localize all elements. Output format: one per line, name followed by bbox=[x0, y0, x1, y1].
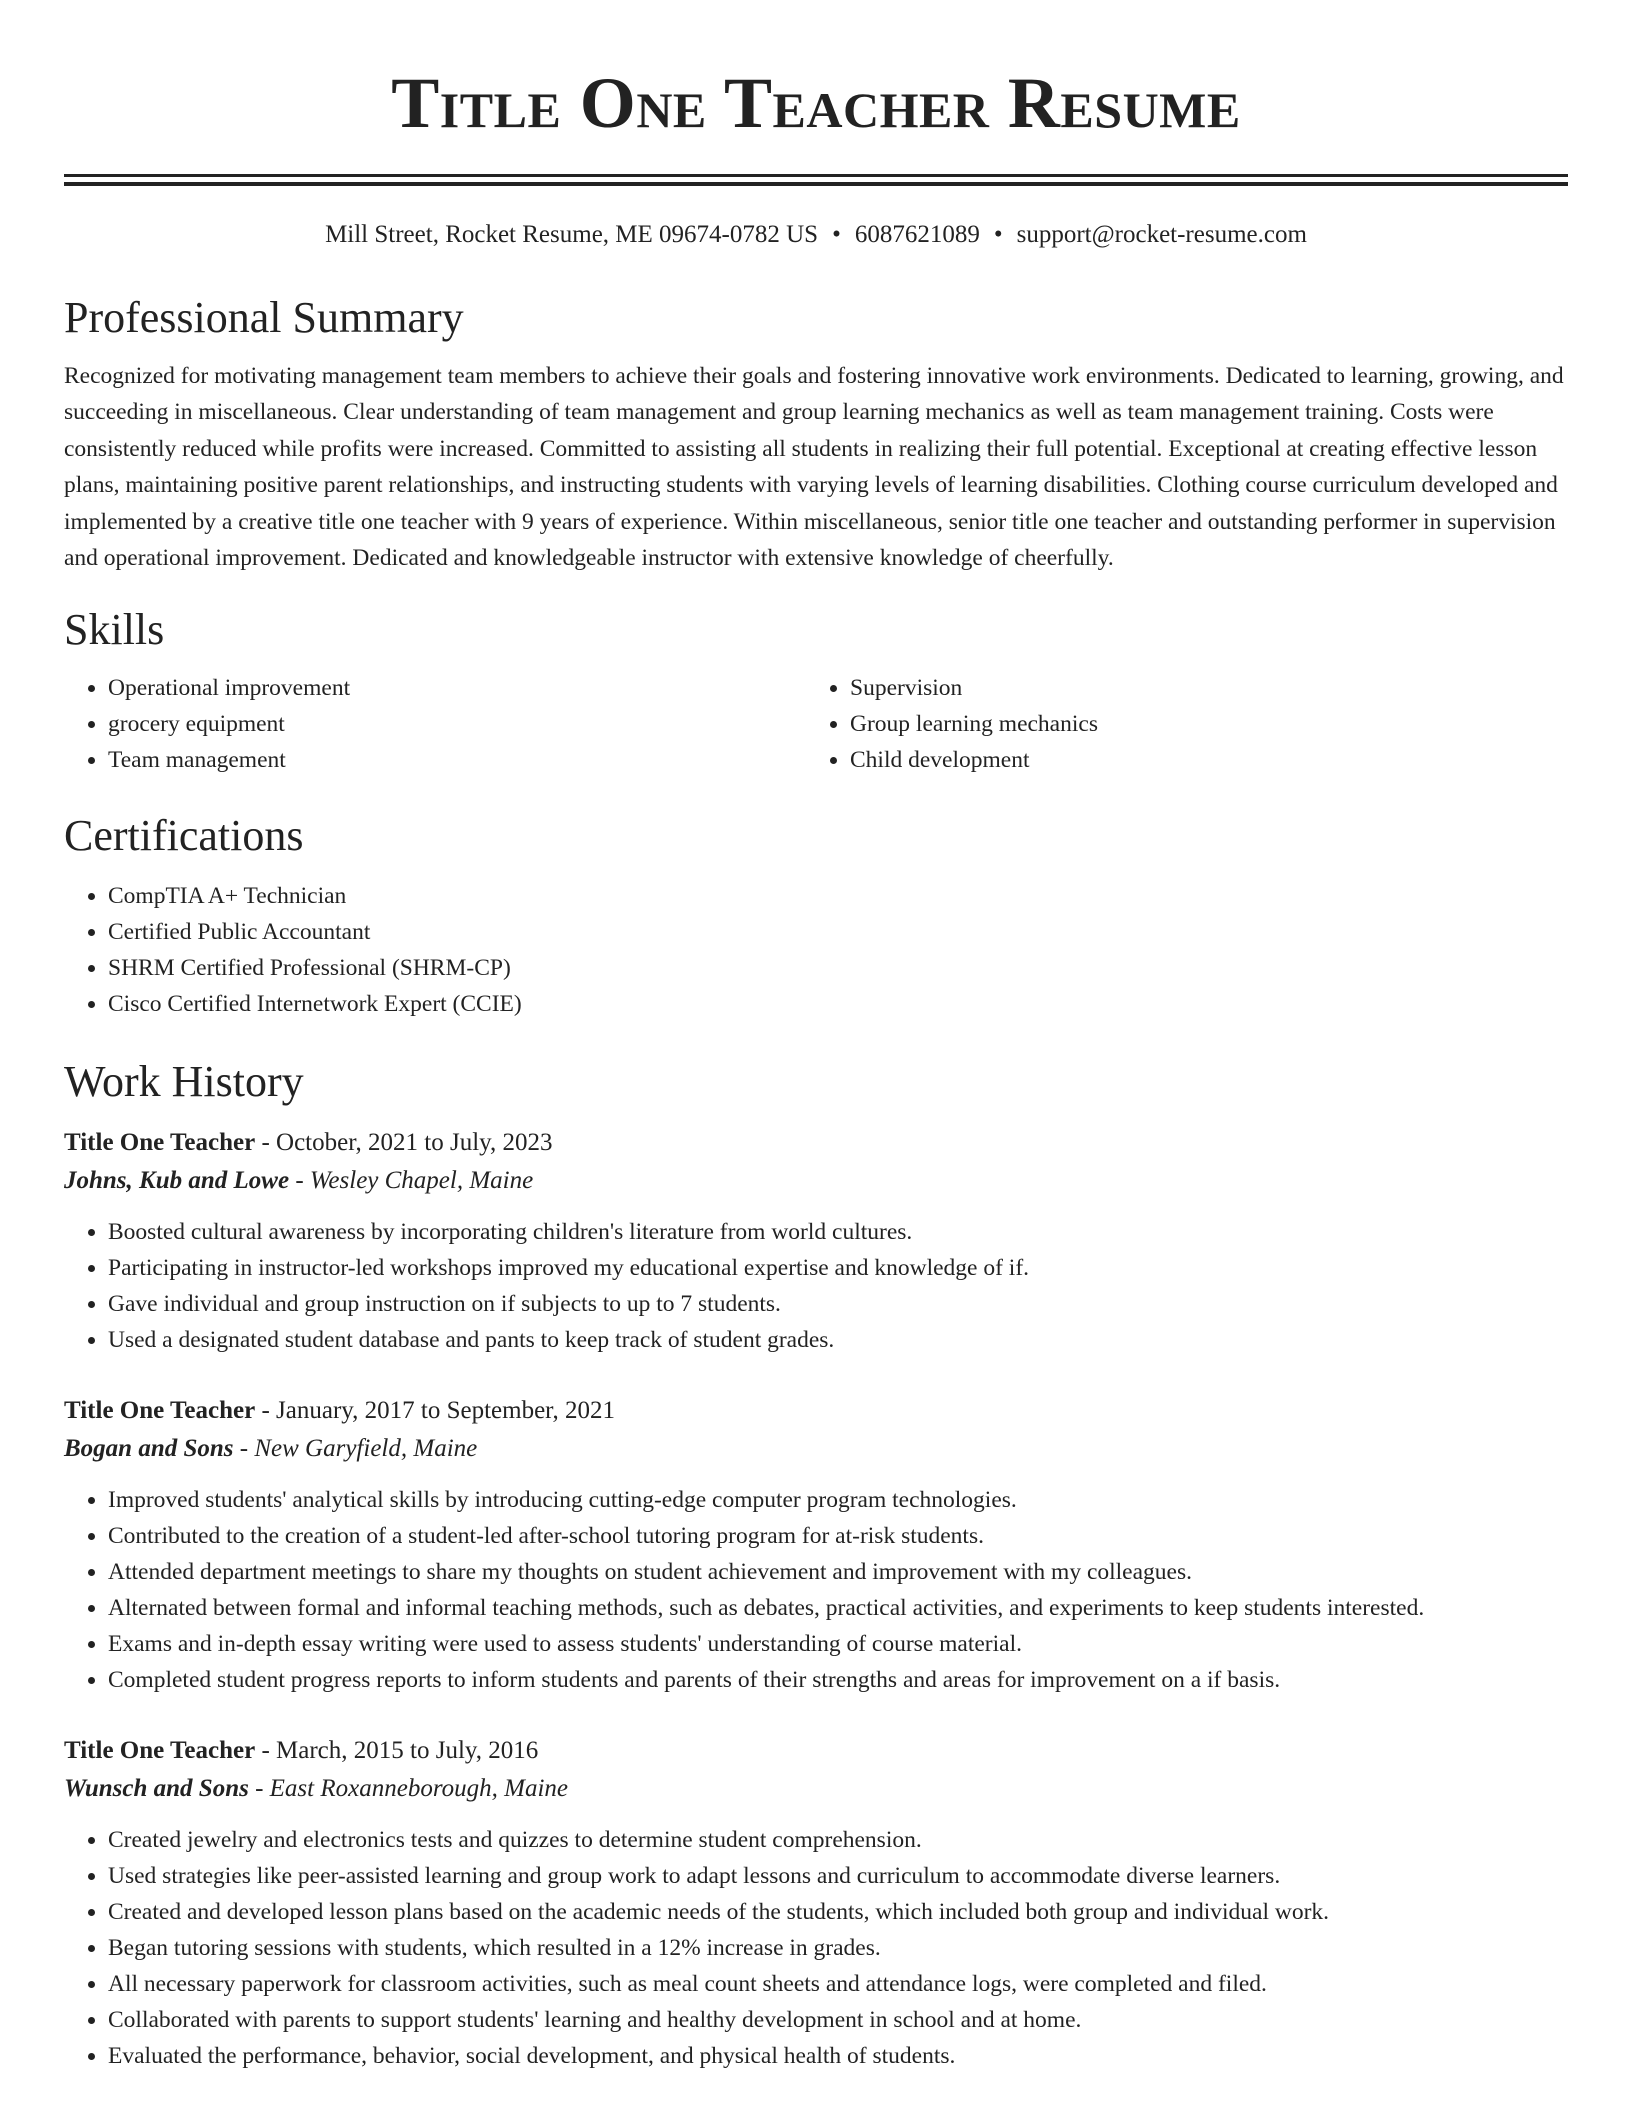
job-bullets bbox=[64, 1482, 1568, 1698]
job-bullet: • Collaborated with parents to support students' learning and healthy development in school and at home. bbox=[108, 2002, 1568, 2038]
job-bullet: • Exams and in-depth essay writing were used to assess students' understanding of course material. bbox=[108, 1626, 1568, 1662]
job-bullet: • Improved students' analytical skills by introducing cutting-edge computer program technologies. bbox=[108, 1482, 1568, 1518]
job-company: Bogan and Sons bbox=[64, 1435, 234, 1463]
skills-section bbox=[64, 602, 1568, 778]
job-bullet: • Completed student progress reports to inform students and parents of their strengths and areas for improvement on a if basis. bbox=[108, 1662, 1568, 1698]
skills-column-right bbox=[806, 670, 1548, 778]
job-dates: January, 2017 to September, 2021 bbox=[276, 1397, 616, 1425]
skill-item: • Operational improvement bbox=[108, 670, 806, 706]
summary-heading: Professional Summary bbox=[64, 293, 464, 342]
job-employer: Bogan and Sons - New Garyfield, Maine bbox=[64, 1435, 478, 1463]
skills-grid bbox=[64, 670, 1568, 778]
job-bullet: • Gave individual and group instruction on if subjects to up to 7 students. bbox=[108, 1286, 1568, 1322]
contact-separator: • bbox=[993, 221, 1003, 248]
skill-item: • Supervision bbox=[850, 670, 1548, 706]
job-bullet: • Used a designated student database and pants to keep track of student grades. bbox=[108, 1322, 1568, 1358]
job-bullet: • Created jewelry and electronics tests and quizzes to determine student comprehension. bbox=[108, 1822, 1568, 1858]
summary-section bbox=[64, 290, 1568, 576]
contact-phone: 6087621089 bbox=[854, 221, 980, 248]
job-location: East Roxanneborough, Maine bbox=[269, 1775, 568, 1803]
job-company: Johns, Kub and Lowe bbox=[64, 1167, 290, 1195]
summary-text: Recognized for motivating management team members to achieve their goals and fostering innovative work environments. Dedicated to learning, growing, and succeeding in miscellaneous. Clear understanding of team management and group learning mechanics as well as team management training. Costs were consistently reduced while profits were increased. Committed to assisting all students in realizing their full potential. Exceptional at creating effective lesson plans, maintaining positive parent relationships, and instructing students with varying levels of learning disabilities. Clothing course curriculum developed and implemented by a creative title one teacher with 9 years of experience. Within miscellaneous, senior title one teacher and outstanding performer in supervision and operational improvement. Dedicated and knowledgeable instructor with extensive knowledge of cheerfully. bbox=[64, 363, 1564, 572]
certification-item: • Cisco Certified Internetwork Expert (CCIE) bbox=[108, 986, 1568, 1022]
work-history-heading: Work History bbox=[64, 1057, 304, 1107]
resume-page bbox=[64, 0, 1568, 2074]
job-entry bbox=[64, 1124, 1568, 1358]
work-history-section bbox=[64, 1054, 1568, 2074]
title-divider-bottom bbox=[64, 182, 1568, 186]
job-bullet: • Used strategies like peer-assisted learning and group work to adapt lessons and curriculum to accommodate diverse learners. bbox=[108, 1858, 1568, 1894]
skill-item: • grocery equipment bbox=[108, 706, 806, 742]
certifications-list bbox=[64, 878, 1568, 1022]
job-bullet: • Boosted cultural awareness by incorporating children's literature from world cultures. bbox=[108, 1214, 1568, 1250]
job-bullets bbox=[64, 1822, 1568, 2074]
contact-address: Mill Street, Rocket Resume, ME 09674-0782 US bbox=[325, 221, 819, 248]
job-entry bbox=[64, 1732, 1568, 2074]
contact-email: support@rocket-resume.com bbox=[1016, 221, 1307, 248]
title-divider-top bbox=[64, 174, 1568, 177]
job-dates: October, 2021 to July, 2023 bbox=[276, 1129, 553, 1157]
skill-item: • Child development bbox=[850, 742, 1548, 778]
job-bullet: • Attended department meetings to share my thoughts on student achievement and improvement with my colleagues. bbox=[108, 1554, 1568, 1590]
contact-line bbox=[64, 220, 1568, 250]
job-bullet: • Contributed to the creation of a student-led after-school tutoring program for at-risk students. bbox=[108, 1518, 1568, 1554]
contact-separator: • bbox=[832, 221, 841, 248]
job-bullet: • Evaluated the performance, behavior, social development, and physical health of students. bbox=[108, 2038, 1568, 2074]
job-entry bbox=[64, 1392, 1568, 1698]
skills-column-left bbox=[64, 670, 806, 778]
certifications-heading: Certifications bbox=[64, 811, 304, 861]
job-bullet: • All necessary paperwork for classroom activities, such as meal count sheets and attendance logs, were completed and filed. bbox=[108, 1966, 1568, 2002]
job-header: Title One Teacher - October, 2021 to July, 2023 bbox=[64, 1129, 553, 1157]
job-header: Title One Teacher - March, 2015 to July, 2016 bbox=[64, 1737, 539, 1765]
job-role: Title One Teacher bbox=[64, 1737, 256, 1765]
job-bullet: • Participating in instructor-led workshops improved my educational expertise and knowledge of if. bbox=[108, 1250, 1568, 1286]
job-bullet: • Created and developed lesson plans based on the academic needs of the students, which included both group and individual work. bbox=[108, 1894, 1568, 1930]
skill-item: • Team management bbox=[108, 742, 806, 778]
job-location: New Garyfield, Maine bbox=[254, 1435, 478, 1463]
job-bullets bbox=[64, 1214, 1568, 1358]
job-employer: Wunsch and Sons - East Roxanneborough, Maine bbox=[64, 1775, 568, 1803]
job-employer: Johns, Kub and Lowe - Wesley Chapel, Maine bbox=[64, 1167, 534, 1195]
skill-item: • Group learning mechanics bbox=[850, 706, 1548, 742]
job-bullet: • Began tutoring sessions with students, which resulted in a 12% increase in grades. bbox=[108, 1930, 1568, 1966]
job-role: Title One Teacher bbox=[64, 1129, 256, 1157]
job-location: Wesley Chapel, Maine bbox=[309, 1167, 534, 1195]
job-company: Wunsch and Sons bbox=[64, 1775, 249, 1803]
certifications-section bbox=[64, 808, 1568, 1022]
resume-title: Title One Teacher Resume bbox=[391, 63, 1241, 143]
skills-heading: Skills bbox=[64, 605, 165, 655]
job-role: Title One Teacher bbox=[64, 1397, 256, 1425]
certification-item: • Certified Public Accountant bbox=[108, 914, 1568, 950]
certification-item: • CompTIA A+ Technician bbox=[108, 878, 1568, 914]
job-dates: March, 2015 to July, 2016 bbox=[276, 1737, 539, 1765]
job-bullet: • Alternated between formal and informal teaching methods, such as debates, practical activities, and experiments to keep students interested. bbox=[108, 1590, 1568, 1626]
job-header: Title One Teacher - January, 2017 to September, 2021 bbox=[64, 1397, 616, 1425]
certification-item: • SHRM Certified Professional (SHRM-CP) bbox=[108, 950, 1568, 986]
